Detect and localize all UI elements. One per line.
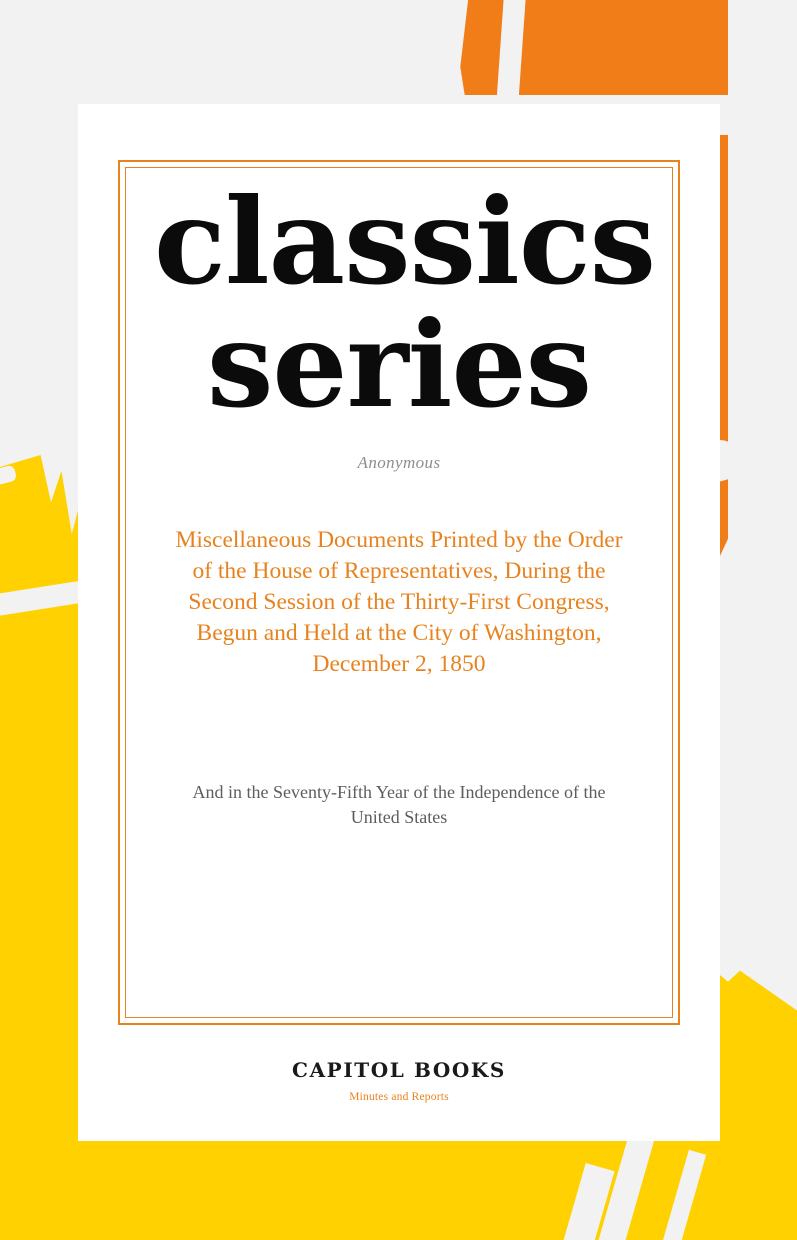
decorative-border-outer bbox=[118, 160, 680, 1025]
cover-content bbox=[120, 162, 678, 1023]
book-cover bbox=[78, 104, 720, 1141]
book-title: Miscellaneous Documents Printed by the Order of the House of Representatives, During the Second Session of the Thirty-First Congress, Begun and Held at the City of Washington, December 2, 1850 bbox=[175, 527, 623, 678]
book-subtitle: And in the Seventy-Fifth Year of the Independence of the United States bbox=[192, 782, 606, 827]
yellow-paint-stroke-left bbox=[0, 455, 90, 1240]
series-title bbox=[154, 172, 656, 434]
publisher-name: CAPITOL BOOKS bbox=[292, 1058, 506, 1082]
series-title-line-1: classics bbox=[154, 172, 656, 311]
author-name: Anonymous bbox=[357, 453, 441, 473]
publisher-tagline: Minutes and Reports bbox=[349, 1091, 449, 1103]
publisher-block bbox=[78, 1058, 720, 1103]
series-title-line-2: series bbox=[206, 294, 591, 434]
